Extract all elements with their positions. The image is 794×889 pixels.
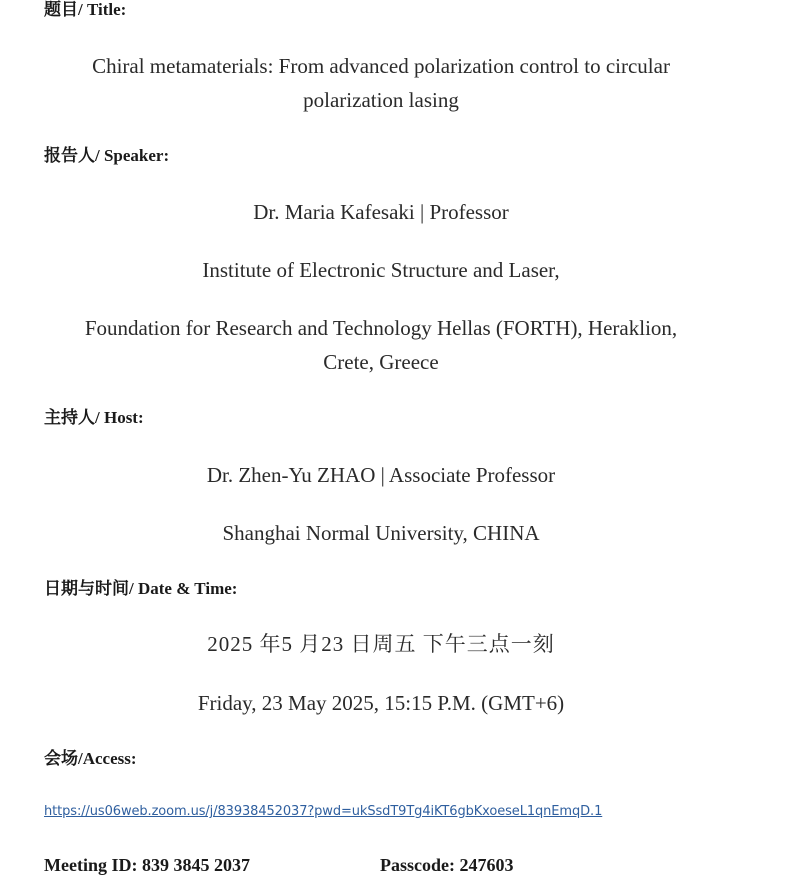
datetime-english: Friday, 23 May 2025, 15:15 P.M. (GMT+6) [197, 691, 565, 715]
meeting-passcode: Passcode: 247603 [380, 855, 514, 875]
speaker-affiliation-line-1: Institute of Electronic Structure and Laser, [202, 258, 560, 282]
talk-title-line-1: Chiral metamaterials: From advanced polarization control to circular [92, 54, 670, 78]
speaker-label: 报告人/ Speaker: [44, 146, 170, 165]
host-affiliation: Shanghai Normal University, CHINA [222, 521, 540, 545]
talk-title-line-2: polarization lasing [303, 88, 459, 112]
meeting-id: Meeting ID: 839 3845 2037 [44, 855, 250, 875]
zoom-meeting-link[interactable]: https://us06web.zoom.us/j/83938452037?pwd=ukSsdT9Tg4iKT6gbKxoeseL1qnEmqD.1 [44, 804, 603, 819]
datetime-chinese: 2025 年5 月23 日周五 下午三点一刻 [207, 632, 555, 656]
datetime-label: 日期与时间/ Date & Time: [44, 579, 238, 598]
host-name: Dr. Zhen-Yu ZHAO | Associate Professor [206, 463, 556, 487]
speaker-name: Dr. Maria Kafesaki | Professor [253, 200, 509, 224]
title-label: 题目/ Title: [44, 0, 127, 19]
access-label: 会场/Access: [44, 749, 137, 768]
host-label: 主持人/ Host: [44, 408, 144, 427]
speaker-affiliation-line-3: Crete, Greece [323, 350, 439, 374]
speaker-affiliation-line-2: Foundation for Research and Technology Hellas (FORTH), Heraklion, [84, 316, 678, 340]
